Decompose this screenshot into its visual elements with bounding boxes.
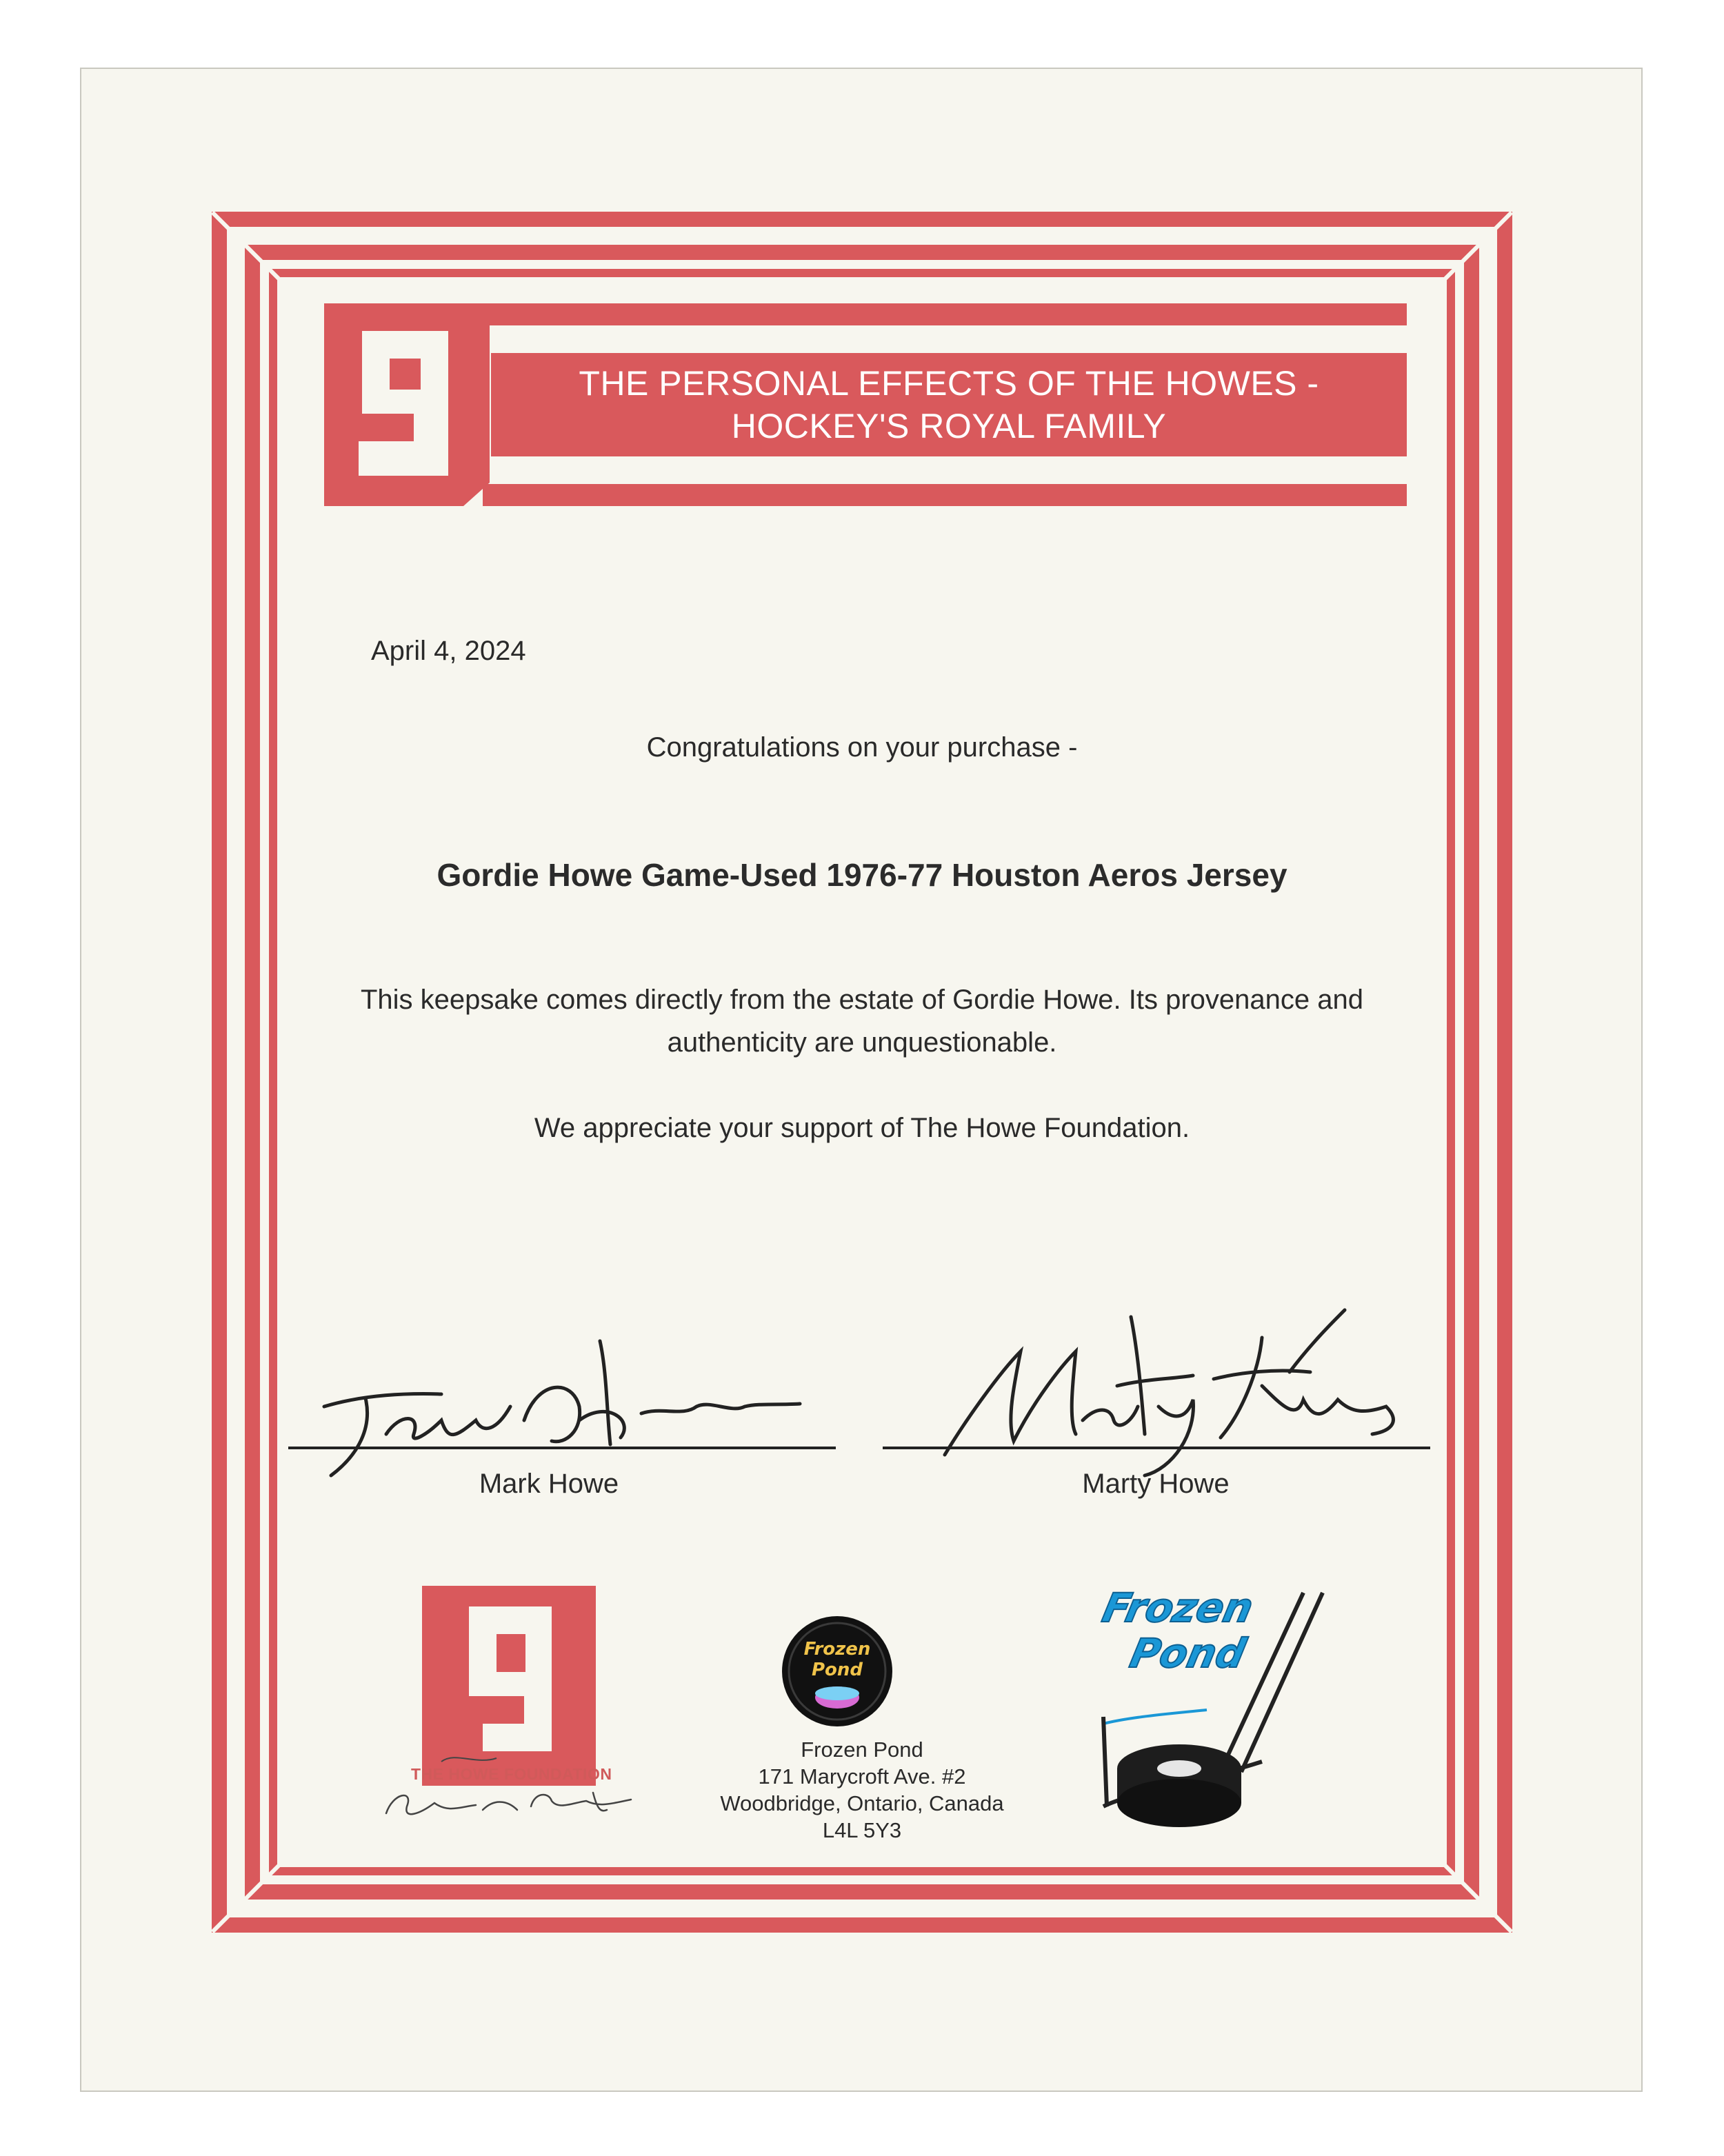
header-nine-logo [324,303,490,506]
foundation-signatures [386,1793,631,1814]
address-postal: L4L 5Y3 [822,1818,902,1842]
marty-howe-signature [945,1310,1393,1475]
header-title-line2: HOCKEY'S ROYAL FAMILY [731,407,1167,445]
closing-line: We appreciate your support of The Howe Foundation. [534,1113,1190,1143]
svg-text:Pond: Pond [811,1660,863,1680]
address-name: Frozen Pond [801,1737,923,1762]
signatory-mark-howe: Mark Howe [479,1469,619,1499]
frozen-pond-address [655,1736,1069,1844]
header-banner [491,353,1407,456]
letter-greeting: Congratulations on your purchase - [646,732,1078,763]
letter-date: April 4, 2024 [371,636,526,666]
svg-text:Frozen: Frozen [803,1639,871,1660]
frozen-pond-logo-word1: Frozen [1098,1584,1258,1631]
howe-foundation-name: THE HOWE FOUNDATION [411,1765,612,1783]
mark-howe-signature [324,1341,800,1475]
howe-foundation-logo [422,1586,596,1786]
header-title-line1: THE PERSONAL EFFECTS OF THE HOWES - [579,364,1319,403]
frozen-pond-seal [782,1616,892,1726]
address-street: 171 Marycroft Ave. #2 [758,1764,966,1789]
frozen-pond-logo-word2: Pond [1125,1630,1250,1677]
body-line-2: authenticity are unquestionable. [667,1027,1057,1058]
address-city: Woodbridge, Ontario, Canada [720,1791,1004,1815]
signatory-marty-howe: Marty Howe [1082,1469,1230,1499]
body-line-1: This keepsake comes directly from the estate of Gordie Howe. Its provenance and [360,985,1364,1015]
item-title: Gordie Howe Game-Used 1976-77 Houston Aeros Jersey [437,857,1287,893]
